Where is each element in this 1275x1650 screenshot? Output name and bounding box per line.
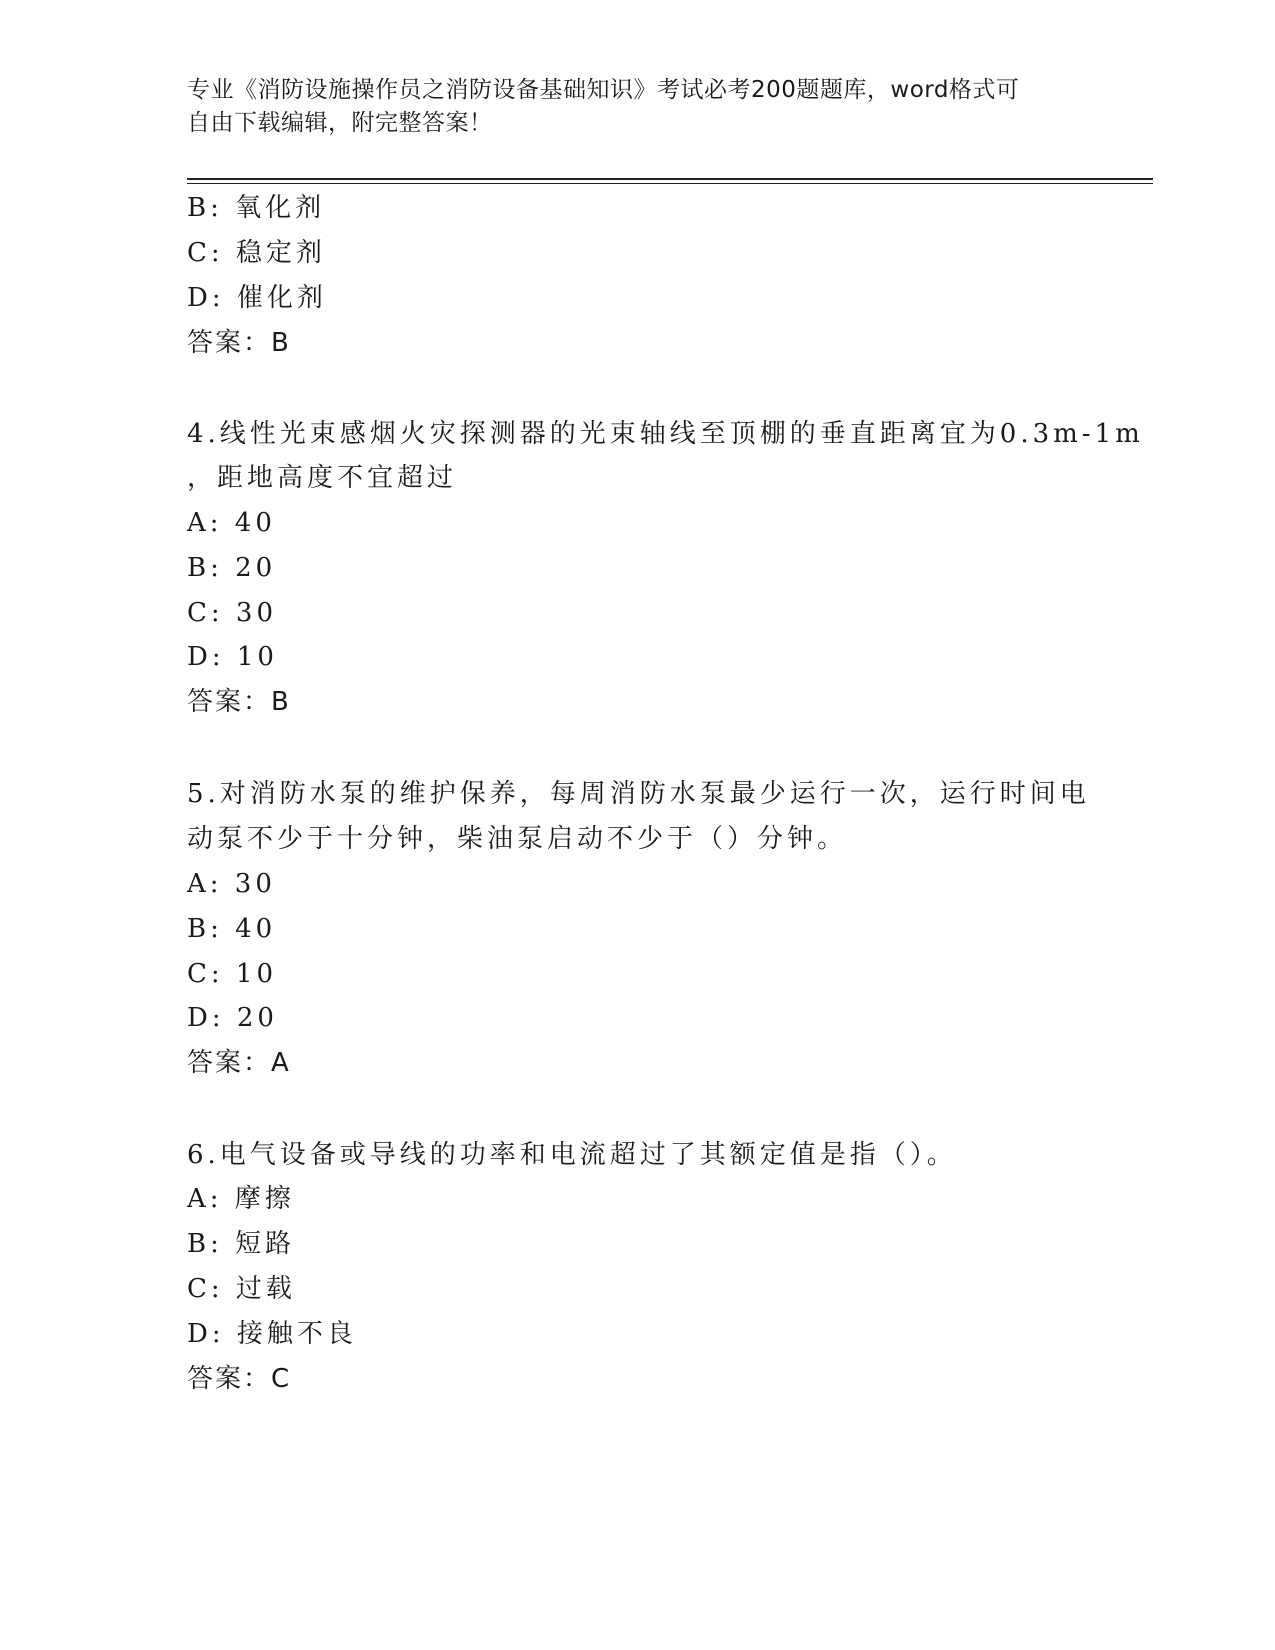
q5-question-line-1: 5.对消防水泵的维护保养，每周消防水泵最少运行一次，运行时间电: [187, 779, 1090, 809]
header-line-2: 自由下载编辑，附完整答案！: [187, 110, 493, 136]
q6-option-d: D: 接触不良: [187, 1319, 357, 1349]
q3-option-c: C: 稳定剂: [187, 238, 326, 268]
document-header: [187, 74, 1087, 140]
q4-question-line-2: ，距地高度不宜超过: [187, 463, 458, 493]
q4-option-b: B: 20: [187, 553, 277, 583]
q4-option-c: C: 30: [187, 598, 278, 628]
q6-option-a: A: 摩擦: [187, 1184, 295, 1214]
q4-question-line-1: 4.线性光束感烟火灾探测器的光束轴线至顶棚的垂直距离宜为0.3m-1m: [187, 419, 1144, 449]
q3-option-b: B: 氧化剂: [187, 193, 326, 223]
q3-answer: 答案：B: [187, 328, 291, 358]
q5-option-a: A: 30: [187, 869, 276, 899]
q5-answer: 答案：A: [187, 1048, 291, 1078]
q6-question-line-1: 6.电气设备或导线的功率和电流超过了其额定值是指（）。: [187, 1140, 957, 1170]
header-divider-thin: [187, 183, 1153, 184]
q3-option-d: D: 催化剂: [187, 283, 327, 313]
q4-answer: 答案：B: [187, 687, 291, 717]
q4-option-a: A: 40: [187, 508, 276, 538]
q4-option-d: D: 10: [187, 642, 278, 672]
q5-option-d: D: 20: [187, 1003, 278, 1033]
q6-option-c: C: 过载: [187, 1274, 296, 1304]
q5-option-c: C: 10: [187, 959, 278, 989]
q6-option-b: B: 短路: [187, 1229, 296, 1259]
header-divider-thick: [187, 178, 1153, 180]
header-line-1: 专业《消防设施操作员之消防设备基础知识》考试必考200题题库，word格式可: [187, 77, 1020, 103]
q5-option-b: B: 40: [187, 914, 277, 944]
q5-question-line-2: 动泵不少于十分钟，柴油泵启动不少于（）分钟。: [187, 824, 848, 854]
q6-answer: 答案：C: [187, 1364, 292, 1394]
